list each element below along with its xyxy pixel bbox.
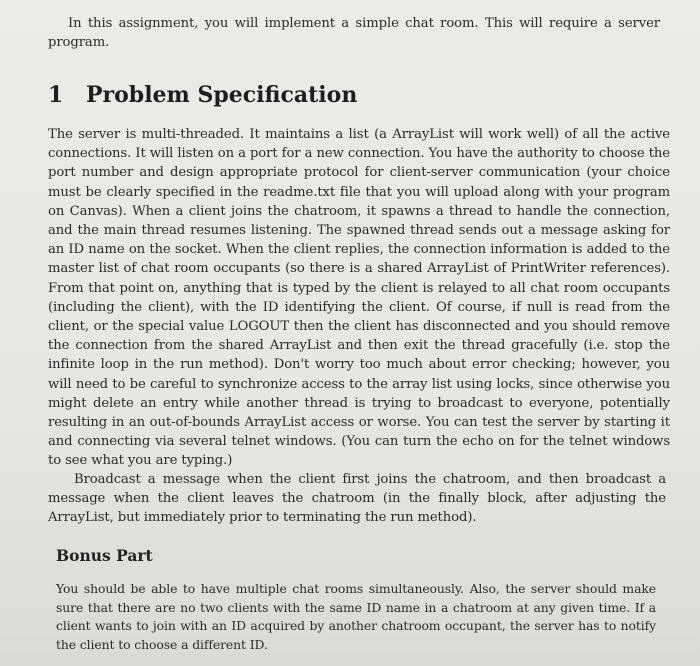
intro-paragraph: In this assignment, you will implement a simple chat room. This will require a server program. xyxy=(48,16,660,51)
section-number: 1 xyxy=(48,82,64,108)
broadcast-paragraph: Broadcast a message when the client first joins the chatroom, and then broadcast a message when the client leaves the chatroom (in the finally block, after adjusting the ArrayList, but immediately prior to terminating the run method). xyxy=(48,472,666,526)
section-title: Problem Specification xyxy=(86,82,358,108)
specification-paragraph: The server is multi-threaded. It maintains a list (a ArrayList will work well) of all the active connections. It will listen on a port for a new connection. You have the authority to choose the port number and design appropriate protocol for client-server communication (your choice must be clearly specified in the readme.txt file that you will upload along with your program on Canvas). When a client joins the chatroom, it spawns a thread to handle the connection, and the main thread resumes listening. The spawned thread sends out a message asking for an ID name on the socket. When the client replies, the connection information is added to the master list of chat room occupants (so there is a shared ArrayList of PrintWriter references). From that point on, anything that is typed by the client is relayed to all chat room occupants (including the client), with the ID identifying the client. Of course, if null is read from the client, or the special value LOGOUT then the client has disconnected and you should remove the connection from the shared ArrayList and then exit the thread gracefully (i.e. stop the infinite loop in the run method). Don't worry too much about error checking; however, you will need to be careful to synchronize access to the array list using locks, since otherwise you might delete an entry while another thread is trying to broadcast to everyone, potentially resulting in an out-of-bounds ArrayList access or worse. You can test the server by starting it and connecting via several telnet windows. (You can turn the echo on for the telnet windows to see what you are typing.) xyxy=(48,127,670,469)
section-heading xyxy=(48,80,357,110)
bonus-heading: Bonus Part xyxy=(56,546,153,565)
bonus-paragraph: You should be able to have multiple chat rooms simultaneously. Also, the server should make sure that there are no two clients with the same ID name in a chatroom at any given time. If a client wants to join with an ID acquired by another chatroom occupant, the server has to notify the client to choose a different ID. xyxy=(56,581,656,652)
